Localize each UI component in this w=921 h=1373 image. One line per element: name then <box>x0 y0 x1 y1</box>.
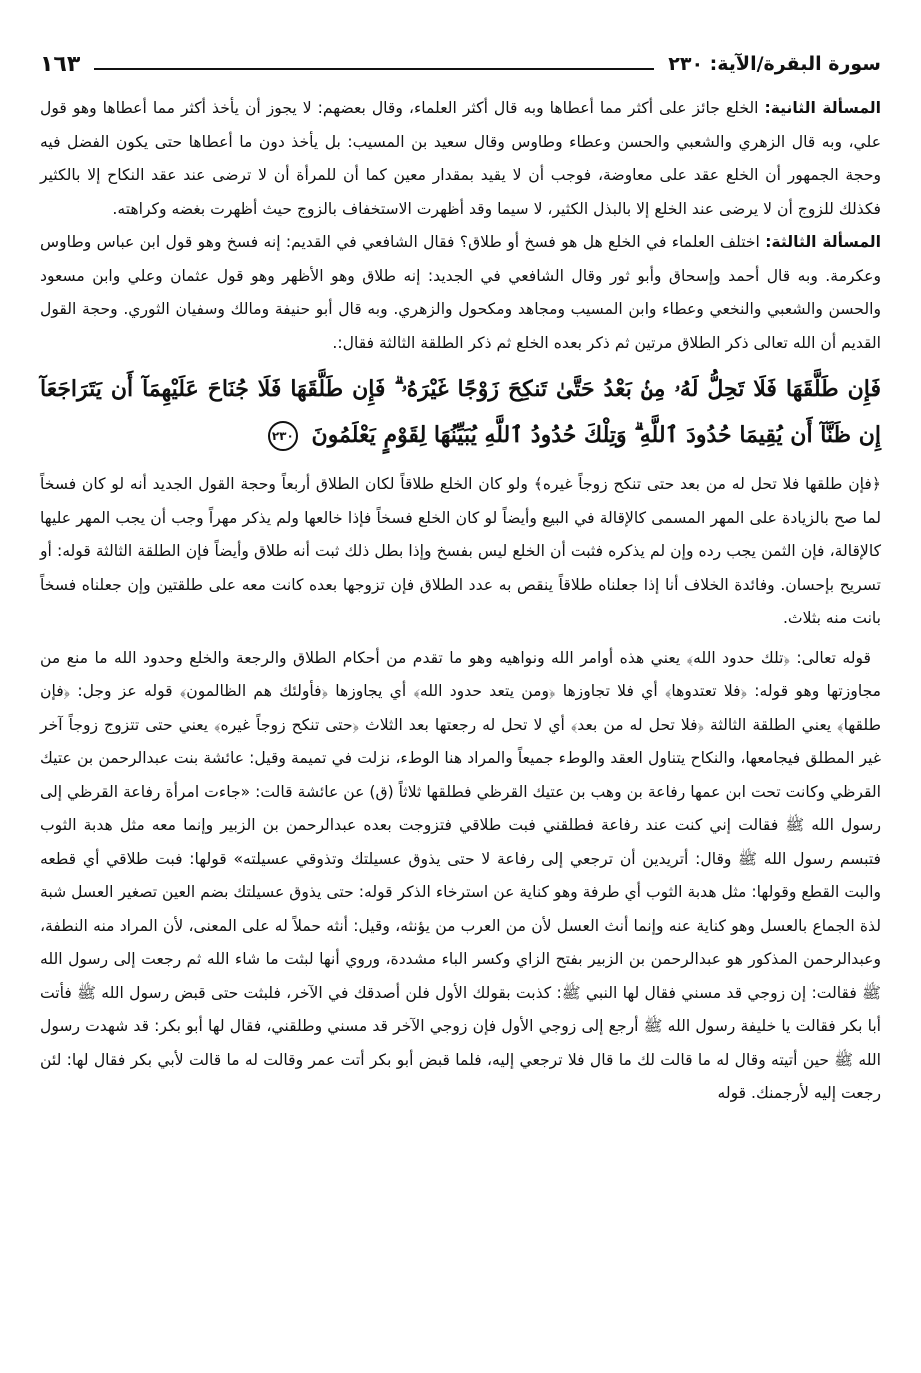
paragraph-text: الخلع جائز على أكثر مما أعطاها وبه قال أكثر العلماء، وقال بعضهم: لا يجوز أن يأخذ أكثر مما أعطاها وهو قول علي، وبه قال الزهري والشعبي والحسن وعطاء وطاوس وقال سعيد بن المسيب: بل يأخذ دون ما أعطاها حتى يكون الفضل فيه وحجة الجمهور أن الخلع عقد على معاوضة، فوجب أن لا يقيد بمقدار معين كما أن للمرأة أن لا ترضى عند عقد النكاح إلا بالكثير فكذلك للزوج أن لا يرضى عند الخلع إلا بالبذل الكثير، لا سيما وقد أظهرت الاستخفاف بالزوج حيث أظهرت بغضه وكراهته. <box>40 99 881 218</box>
surah-reference: سورة البقرة/الآية: ٢٣٠ <box>668 53 881 75</box>
paragraph-hudud-commentary <box>40 642 881 1111</box>
paragraph-verse-commentary <box>40 468 881 636</box>
paragraph-third-issue <box>40 226 881 360</box>
paragraph-text: قوله تعالى: ﴿تلك حدود الله﴾ يعني هذه أوامر الله ونواهيه وهو ما تقدم من أحكام الطلاق والرجعة والخلع وحدود الله ما منع من مجاوزتها وهو قوله: ﴿فلا تعتدوها﴾ أي فلا تجاوزها ﴿ومن يتعد حدود الله﴾ أي يجاوزها ﴿فأولئك هم الظالمون﴾ قوله عز وجل: ﴿فإن طلقها﴾ يعني الطلقة الثالثة ﴿فلا تحل له من بعد﴾ أي لا تحل له رجعتها بعد الثلاث ﴿حتى تنكح زوجاً غيره﴾ يعني حتى تتزوج زوجاً آخر غير المطلق فيجامعها، والنكاح يتناول العقد والوطء جميعاً والمراد هنا الوطء، نزلت في تميمة وقيل: عائشة بنت عبدالرحمن بن عتيك القرظي وكانت تحت ابن عمها رفاعة بن وهب بن عتيك القرظي فطلقها ثلاثاً (ق) عن عائشة قالت: «جاءت امرأة رفاعة القرظي إلى رسول الله ﷺ فقالت إني كنت عند رفاعة فطلقني فبت طلاقي فتزوجت بعده عبدالرحمن بن الزبير وإنما معه مثل هدبة الثوب فتبسم رسول الله ﷺ وقال: أتريدين أن ترجعي إلى رفاعة لا حتى يذوق عسيلتك وتذوقي عسيلته» قولها: فبت طلاقي أي قطعه والبت القطع وقولها: مثل هدبة الثوب أي طرفة وهو كناية عن استرخاء الذكر قوله: حتى يذوق عسيلتك بضم العين تصغير العسل شبة لذة الجماع بالعسل وهو كناية عنه وإنما أنث العسل لأن من العرب من يؤنثه، وقيل: أنثه حملاً له على المعنى، لأن المراد منه النطفة، وعبدالرحمن المذكور هو عبدالرحمن بن الزبير بفتح الزاي وكسر الباء مشددة، وروي أنها لبثت ما شاء الله ثم رجعت إلى رسول الله ﷺ فقالت: إن زوجي قد مسني فقال لها النبي ﷺ: كذبت بقولك الأول فلن أصدقك في الآخر، فلبثت حتى قبض رسول الله ﷺ فأتت أبا بكر فقالت يا خليفة رسول الله ﷺ أرجع إلى زوجي الأول فإن زوجي الآخر قد مسني وطلقني، فقال لها أبو بكر: قد شهدت رسول الله ﷺ حين أتيته وقال له ما قالت لك ما قال فلا ترجعي إليه، فلما قبض أبو بكر أتت عمر وقالت له ما قالت لأبي بكر فقال لها: لئن رجعت إليه لأرجمنك. قوله <box>40 648 881 1102</box>
paragraph-text: ﴿فإن طلقها فلا تحل له من بعد حتى تنكح زوجاً غيره﴾ ولو كان الخلع طلاقاً لكان الطلاق أربعاً وحجة القول الجديد أنه لو كان فسخاً لما صح بالزيادة على المهر المسمى كالإقالة في البيع وأيضاً لو كان الخلع فسخاً فإذا خالعها ولم يذكر مهراً وجب أن يجب المهر عليها كالإقالة، فإن الثمن يجب رده وإن لم يذكره فثبت أن الخلع ليس بفسخ وإذا بطل ذلك ثبت أنه طلاق وأيضاً فإن الطلقة الثالثة قوله: أو تسريح بإحسان. وفائدة الخلاف أنا إذا جعلناه طلاقاً ينقص به عدد الطلاق فإن تزوجها بعده كانت معه على طلقتين وإن جعلناه فسخاً بانت منه بثلاث. <box>40 475 881 627</box>
verse-text: فَإِن طَلَّقَهَا فَلَا تَحِلُّ لَهُۥ مِنۢ بَعْدُ حَتَّىٰ تَنكِحَ زَوْجًا غَيْرَهُۥ ۗ فَإِن طَلَّقَهَا فَلَا جُنَاحَ عَلَيْهِمَآ أَن يَتَرَاجَعَآ إِن ظَنَّآ أَن يُقِيمَا حُدُودَ ٱللَّهِ ۗ وَتِلْكَ حُدُودُ ٱللَّهِ يُبَيِّنُهَا لِقَوْمٍ يَعْلَمُونَ <box>40 376 881 448</box>
paragraph-text: اختلف العلماء في الخلع هل هو فسخ أو طلاق؟ فقال الشافعي في القديم: إنه فسخ وهو قول ابن عباس وطاوس وعكرمة. وبه قال أحمد وإسحاق وأبو ثور وقال الشافعي في الجديد: إنه طلاق وهو الأظهر وهو قول عثمان وعلي وابن مسعود والحسن والشعبي والنخعي وعطاء وابن المسيب ومجاهد ومكحول والزهري. وبه قال أبو حنيفة ومالك وسفيان الثوري. وحجة القول القديم أن الله تعالى ذكر الطلاق مرتين ثم ذكر بعده الخلع ثم ذكر الطلقة الثالثة فقال:. <box>40 233 881 352</box>
running-header <box>40 44 881 84</box>
quran-verse <box>40 366 881 458</box>
issue-label-second: المسألة الثانية: <box>764 99 881 117</box>
issue-label-third: المسألة الثالثة: <box>765 233 881 251</box>
paragraph-second-issue <box>40 92 881 226</box>
page-number: ١٦٣ <box>40 51 81 77</box>
verse-number-marker: ٢٣٠ <box>268 421 298 451</box>
header-rule <box>94 68 654 70</box>
